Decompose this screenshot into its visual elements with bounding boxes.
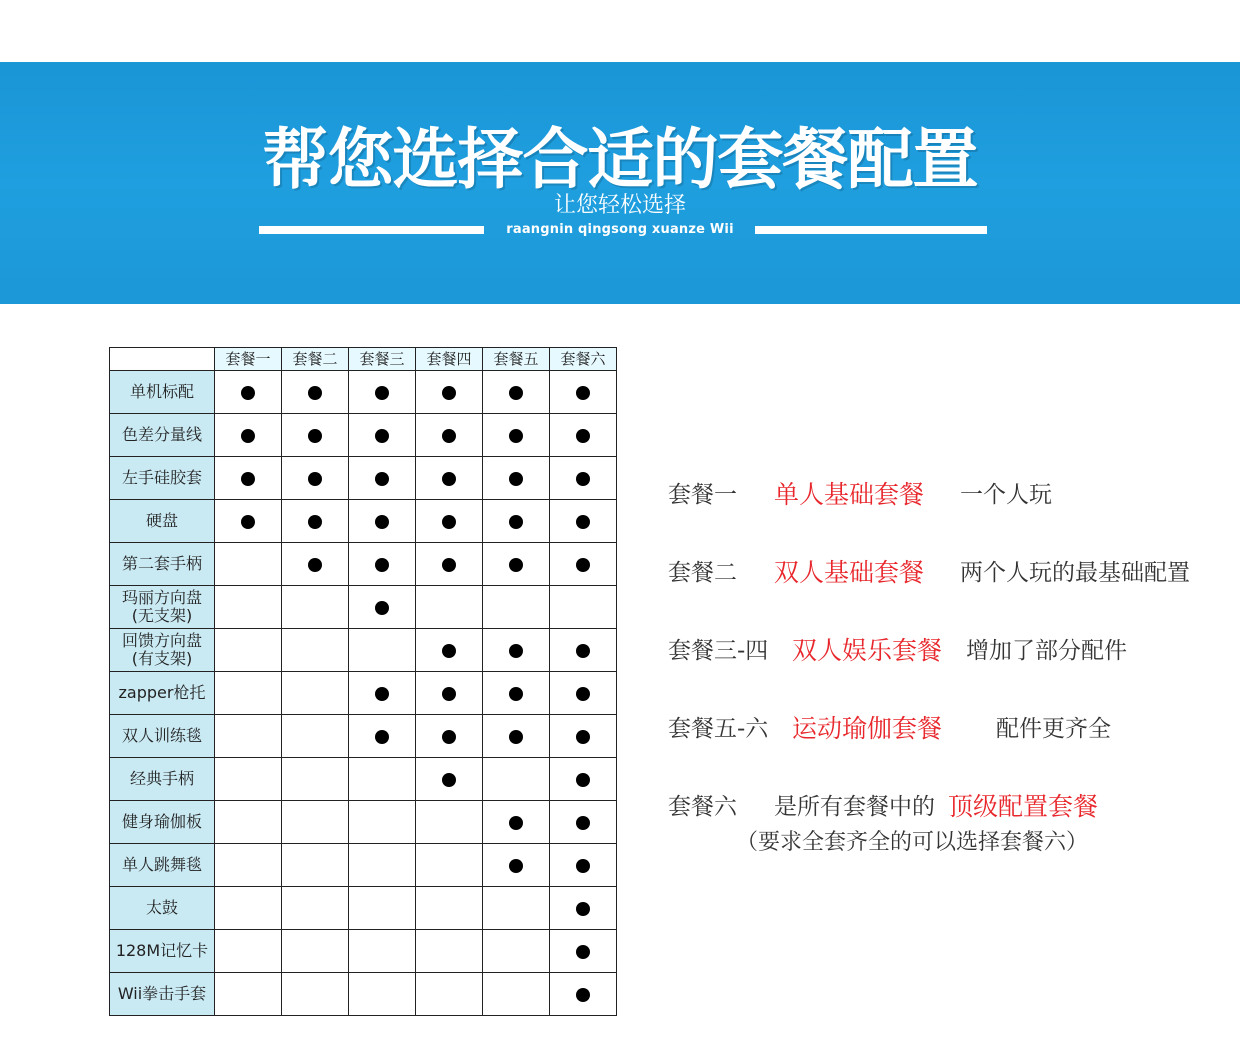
- table-cell: [349, 586, 416, 629]
- table-cell: [550, 930, 617, 973]
- table-cell: [349, 930, 416, 973]
- table-cell: [215, 586, 282, 629]
- included-dot-icon: [576, 902, 590, 916]
- table-cell: [416, 887, 483, 930]
- table-cell: [282, 801, 349, 844]
- table-cell: [349, 414, 416, 457]
- table-cell: [550, 414, 617, 457]
- table-cell: [550, 801, 617, 844]
- banner-subtitle: 让您轻松选择: [553, 193, 686, 218]
- row-label: 单人跳舞毯: [110, 844, 215, 887]
- included-dot-icon: [576, 816, 590, 830]
- table-cell: [483, 586, 550, 629]
- table-cell: [349, 715, 416, 758]
- included-dot-icon: [375, 601, 389, 615]
- package-name: 运动瑜伽套餐: [792, 714, 943, 743]
- top-package-prefix: 是所有套餐中的: [774, 794, 935, 820]
- included-dot-icon: [442, 472, 456, 486]
- included-dot-icon: [442, 644, 456, 658]
- row-label: 硬盘: [110, 500, 215, 543]
- table-cell: [215, 758, 282, 801]
- table-cell: [282, 371, 349, 414]
- table-cell: [282, 629, 349, 672]
- top-package-highlight: 顶级配置套餐: [948, 792, 1099, 821]
- column-header: 套餐一: [215, 348, 282, 371]
- table-cell: [215, 371, 282, 414]
- table-cell: [282, 543, 349, 586]
- table-cell: [550, 844, 617, 887]
- table-cell: [550, 973, 617, 1016]
- table-cell: [215, 500, 282, 543]
- included-dot-icon: [375, 515, 389, 529]
- row-label: 第二套手柄: [110, 543, 215, 586]
- table-cell: [416, 371, 483, 414]
- table-cell: [349, 500, 416, 543]
- table-cell: [483, 887, 550, 930]
- table-cell: [215, 543, 282, 586]
- table-cell: [349, 629, 416, 672]
- table-cell: [550, 586, 617, 629]
- table-cell: [416, 844, 483, 887]
- row-label: 色差分量线: [110, 414, 215, 457]
- table-cell: [416, 414, 483, 457]
- table-row: [110, 930, 617, 973]
- table-cell: [215, 672, 282, 715]
- package-label: 套餐五-六: [668, 716, 769, 742]
- table-row: [110, 758, 617, 801]
- column-header: 套餐四: [416, 348, 483, 371]
- table-row: [110, 629, 617, 672]
- table-row: [110, 414, 617, 457]
- package-label: 套餐一: [668, 482, 737, 508]
- table-header-row: [110, 348, 617, 371]
- table-cell: [215, 887, 282, 930]
- banner-divider-left: [259, 226, 484, 234]
- table-cell: [282, 887, 349, 930]
- table-cell: [416, 930, 483, 973]
- included-dot-icon: [576, 988, 590, 1002]
- table-row: [110, 801, 617, 844]
- row-label: 128M记忆卡: [110, 930, 215, 973]
- table-cell: [416, 500, 483, 543]
- included-dot-icon: [375, 687, 389, 701]
- table-cell: [349, 371, 416, 414]
- included-dot-icon: [241, 429, 255, 443]
- table-cell: [483, 500, 550, 543]
- column-header: 套餐二: [282, 348, 349, 371]
- table-cell: [483, 844, 550, 887]
- row-label: 双人训练毯: [110, 715, 215, 758]
- table-cell: [550, 543, 617, 586]
- table-corner-cell: [110, 348, 215, 371]
- included-dot-icon: [442, 730, 456, 744]
- included-dot-icon: [576, 730, 590, 744]
- table-cell: [416, 672, 483, 715]
- table-cell: [282, 715, 349, 758]
- row-label: Wii拳击手套: [110, 973, 215, 1016]
- table-cell: [215, 844, 282, 887]
- row-label: 回馈方向盘 (有支架): [110, 629, 215, 672]
- table-cell: [282, 457, 349, 500]
- package-name: 双人娱乐套餐: [792, 636, 943, 665]
- included-dot-icon: [509, 386, 523, 400]
- table-cell: [550, 758, 617, 801]
- table-cell: [282, 500, 349, 543]
- table-cell: [550, 457, 617, 500]
- table-cell: [282, 844, 349, 887]
- table-cell: [349, 672, 416, 715]
- table-cell: [416, 457, 483, 500]
- table-row: [110, 586, 617, 629]
- table-cell: [282, 672, 349, 715]
- included-dot-icon: [308, 515, 322, 529]
- included-dot-icon: [375, 386, 389, 400]
- table-cell: [349, 457, 416, 500]
- table-cell: [550, 672, 617, 715]
- included-dot-icon: [442, 429, 456, 443]
- table-cell: [483, 414, 550, 457]
- column-header: 套餐三: [349, 348, 416, 371]
- table-cell: [483, 715, 550, 758]
- table-cell: [215, 801, 282, 844]
- table-cell: [349, 758, 416, 801]
- included-dot-icon: [576, 644, 590, 658]
- table-cell: [416, 543, 483, 586]
- included-dot-icon: [509, 730, 523, 744]
- table-cell: [550, 629, 617, 672]
- included-dot-icon: [442, 558, 456, 572]
- package-label: 套餐六: [668, 794, 737, 820]
- included-dot-icon: [308, 558, 322, 572]
- table-cell: [416, 586, 483, 629]
- included-dot-icon: [308, 472, 322, 486]
- included-dot-icon: [509, 816, 523, 830]
- table-cell: [416, 629, 483, 672]
- package-note: 一个人玩: [960, 482, 1052, 508]
- included-dot-icon: [442, 515, 456, 529]
- table-row: [110, 715, 617, 758]
- table-cell: [215, 715, 282, 758]
- included-dot-icon: [509, 515, 523, 529]
- included-dot-icon: [241, 472, 255, 486]
- row-label: 健身瑜伽板: [110, 801, 215, 844]
- included-dot-icon: [576, 386, 590, 400]
- column-header: 套餐六: [550, 348, 617, 371]
- row-label: 单机标配: [110, 371, 215, 414]
- included-dot-icon: [308, 386, 322, 400]
- included-dot-icon: [375, 429, 389, 443]
- included-dot-icon: [576, 687, 590, 701]
- table-row: [110, 887, 617, 930]
- included-dot-icon: [509, 429, 523, 443]
- included-dot-icon: [576, 472, 590, 486]
- table-cell: [550, 500, 617, 543]
- table-row: [110, 371, 617, 414]
- table-cell: [483, 758, 550, 801]
- table-cell: [215, 457, 282, 500]
- package-note: 两个人玩的最基础配置: [960, 560, 1190, 586]
- table-cell: [416, 801, 483, 844]
- included-dot-icon: [442, 386, 456, 400]
- table-cell: [215, 629, 282, 672]
- table-row: [110, 844, 617, 887]
- package-name: 双人基础套餐: [774, 558, 925, 587]
- column-header: 套餐五: [483, 348, 550, 371]
- included-dot-icon: [509, 558, 523, 572]
- package-comparison-table: [109, 347, 617, 1016]
- table-cell: [483, 672, 550, 715]
- table-cell: [349, 973, 416, 1016]
- package-note: 配件更齐全: [996, 716, 1111, 742]
- included-dot-icon: [576, 558, 590, 572]
- included-dot-icon: [576, 945, 590, 959]
- table-cell: [282, 758, 349, 801]
- included-dot-icon: [509, 472, 523, 486]
- table-cell: [550, 371, 617, 414]
- table-cell: [215, 414, 282, 457]
- table-row: [110, 457, 617, 500]
- table-cell: [416, 758, 483, 801]
- row-label: zapper枪托: [110, 672, 215, 715]
- included-dot-icon: [241, 386, 255, 400]
- included-dot-icon: [576, 429, 590, 443]
- row-label: 经典手柄: [110, 758, 215, 801]
- top-package-note: （要求全套齐全的可以选择套餐六）: [736, 830, 1089, 855]
- package-name: 单人基础套餐: [774, 480, 925, 509]
- table-cell: [416, 715, 483, 758]
- table-cell: [483, 629, 550, 672]
- banner-divider-right: [755, 226, 987, 234]
- table-cell: [416, 973, 483, 1016]
- table-cell: [483, 973, 550, 1016]
- table-cell: [282, 586, 349, 629]
- included-dot-icon: [442, 687, 456, 701]
- row-label: 左手硅胶套: [110, 457, 215, 500]
- banner-title: 帮您选择合适的套餐配置: [262, 121, 978, 198]
- included-dot-icon: [308, 429, 322, 443]
- included-dot-icon: [241, 515, 255, 529]
- table-cell: [483, 930, 550, 973]
- table-cell: [349, 844, 416, 887]
- included-dot-icon: [576, 773, 590, 787]
- included-dot-icon: [375, 730, 389, 744]
- table-cell: [215, 973, 282, 1016]
- table-cell: [282, 930, 349, 973]
- table-cell: [483, 801, 550, 844]
- row-label: 太鼓: [110, 887, 215, 930]
- table-row: [110, 672, 617, 715]
- package-label: 套餐三-四: [668, 638, 769, 664]
- table-cell: [215, 930, 282, 973]
- table-cell: [483, 371, 550, 414]
- table-cell: [483, 457, 550, 500]
- included-dot-icon: [375, 472, 389, 486]
- table-cell: [349, 543, 416, 586]
- included-dot-icon: [576, 515, 590, 529]
- table-cell: [550, 887, 617, 930]
- package-label: 套餐二: [668, 560, 737, 586]
- table-cell: [282, 973, 349, 1016]
- table-row: [110, 543, 617, 586]
- package-note: 增加了部分配件: [966, 638, 1127, 664]
- header-banner: [0, 62, 1240, 304]
- included-dot-icon: [442, 773, 456, 787]
- table-cell: [349, 887, 416, 930]
- table-row: [110, 500, 617, 543]
- table-row: [110, 973, 617, 1016]
- table-cell: [550, 715, 617, 758]
- row-label: 玛丽方向盘 (无支架): [110, 586, 215, 629]
- included-dot-icon: [375, 558, 389, 572]
- table-cell: [349, 801, 416, 844]
- included-dot-icon: [509, 687, 523, 701]
- included-dot-icon: [509, 859, 523, 873]
- banner-pinyin: raangnin qingsong xuanze Wii: [506, 222, 734, 237]
- included-dot-icon: [509, 644, 523, 658]
- included-dot-icon: [576, 859, 590, 873]
- table-cell: [282, 414, 349, 457]
- table-cell: [483, 543, 550, 586]
